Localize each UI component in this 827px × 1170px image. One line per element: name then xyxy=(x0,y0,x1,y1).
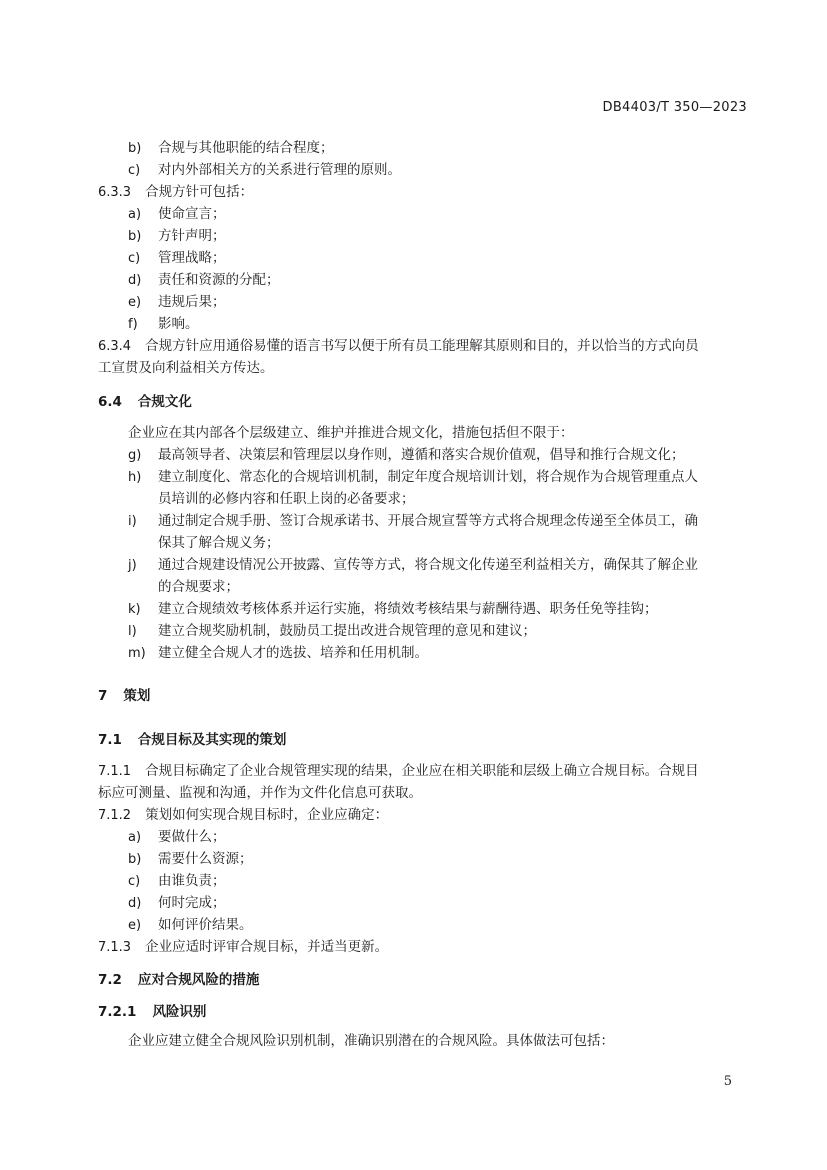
list-item: c) 管理战略； xyxy=(128,250,226,266)
list-item: c) 由谁负责； xyxy=(128,873,226,889)
section-heading-7: 7 策划 xyxy=(98,688,151,704)
list-item: k) 建立合规绩效考核体系并运行实施，将绩效考核结果与薪酬待遇、职务任免等挂钩； xyxy=(128,601,658,617)
list-item: i) 通过制定合规手册、签订合规承诺书、开展合规宣誓等方式将合规理念传递至全体员工，确 xyxy=(128,513,698,529)
section-heading-7-2: 7.2 应对合规风险的措施 xyxy=(98,972,260,988)
section-heading-7-2-1: 7.2.1 风险识别 xyxy=(98,1004,207,1020)
list-item: f) 影响。 xyxy=(128,316,199,332)
list-item-cont: 员培训的必修内容和任职上岗的必备要求； xyxy=(158,491,415,507)
clause-6-3-4: 6.3.4 合规方针应用通俗易懂的语言书写以便于所有员工能理解其原则和目的，并以恰当的方式向员 xyxy=(98,338,699,354)
list-item: d) 何时完成； xyxy=(128,895,226,911)
list-item: e) 如何评价结果。 xyxy=(128,917,253,933)
list-item: a) 使命宣言； xyxy=(128,206,226,222)
clause-7-1-2: 7.1.2 策划如何实现合规目标时，企业应确定： xyxy=(98,807,389,823)
list-item-cont: 保其了解合规义务； xyxy=(158,535,280,551)
list-item: l) 建立合规奖励机制，鼓励员工提出改进合规管理的意见和建议； xyxy=(128,623,536,639)
section-heading-7-1: 7.1 合规目标及其实现的策划 xyxy=(98,732,287,748)
list-item: e) 违规后果； xyxy=(128,294,226,310)
list-item: m) 建立健全合规人才的选拔、培养和任用机制。 xyxy=(128,645,428,661)
page-number: 5 xyxy=(723,1074,732,1089)
clause-7-1-1: 7.1.1 合规目标确定了企业合规管理实现的结果，企业应在相关职能和层级上确立合规目标。合规目 xyxy=(98,763,699,779)
list-item: b) 需要什么资源； xyxy=(128,851,253,867)
list-item: j) 通过合规建设情况公开披露、宣传等方式，将合规文化传递至利益相关方，确保其了解企业 xyxy=(128,557,698,573)
list-item: g) 最高领导者、决策层和管理层以身作则，遵循和落实合规价值观，倡导和推行合规文化； xyxy=(128,447,685,463)
paragraph: 企业应在其内部各个层级建立、维护并推进合规文化，措施包括但不限于： xyxy=(128,425,574,441)
list-item: h) 建立制度化、常态化的合规培训机制，制定年度合规培训计划，将合规作为合规管理重点人 xyxy=(128,469,698,485)
list-item: c) 对内外部相关方的关系进行管理的原则。 xyxy=(128,162,401,178)
list-item: b) 合规与其他职能的结合程度； xyxy=(128,140,334,156)
clause-6-3-4-cont: 工宣贯及向利益相关方传达。 xyxy=(98,360,274,376)
clause-7-1-3: 7.1.3 企业应适时评审合规目标，并适当更新。 xyxy=(98,939,389,955)
section-heading-6-4: 6.4 合规文化 xyxy=(98,394,192,410)
list-item: a) 要做什么； xyxy=(128,829,226,845)
clause-7-1-1-cont: 标应可测量、监视和沟通，并作为文件化信息可获取。 xyxy=(98,785,422,801)
list-item: d) 责任和资源的分配； xyxy=(128,272,280,288)
document-code: DB4403/T 350—2023 xyxy=(602,100,747,115)
list-item: b) 方针声明； xyxy=(128,228,226,244)
list-item-cont: 的合规要求； xyxy=(158,579,239,595)
clause-6-3-3: 6.3.3 合规方针可包括： xyxy=(98,184,254,200)
paragraph: 企业应建立健全合规风险识别机制，准确识别潜在的合规风险。具体做法可包括： xyxy=(128,1033,614,1049)
